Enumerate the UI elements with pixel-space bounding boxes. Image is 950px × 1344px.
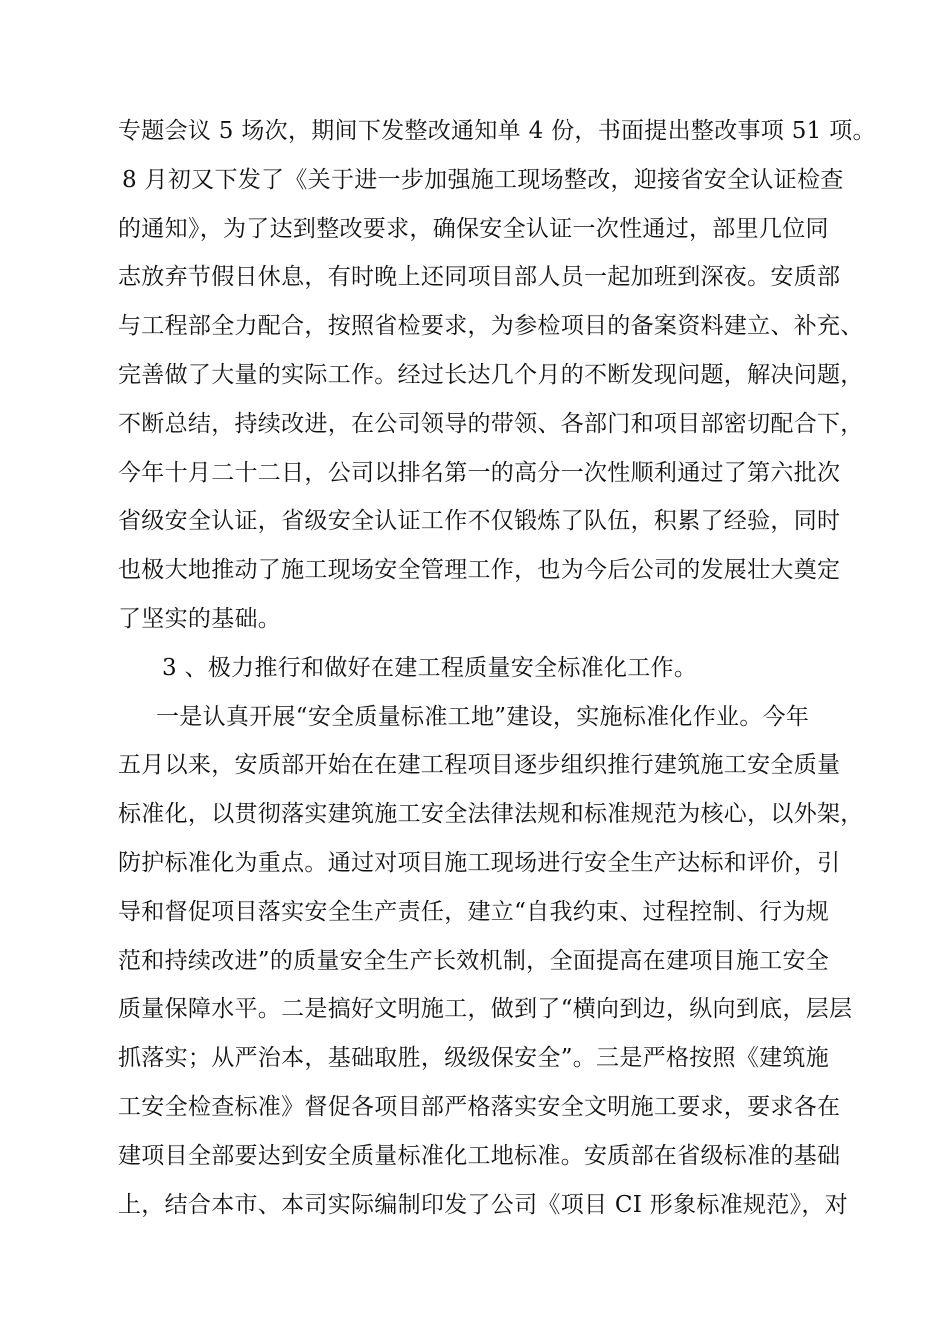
body-line: 志放弃节假日休息，有时晚上还同项目部人员一起加班到深夜。安质部: [118, 264, 841, 291]
body-line: 不断总结，持续改进，在公司领导的带领、各部门和项目部密切配合下，: [118, 410, 864, 437]
body-line: 建项目全部要达到安全质量标准化工地标准。安质部在省级标准的基础: [118, 1142, 841, 1169]
body-line: 质量保障水平。二是搞好文明施工，做到了“横向到边，纵向到底，层层: [118, 996, 853, 1023]
body-line: 今年十月二十二日，公司以排名第一的高分一次性顺利通过了第六批次: [118, 459, 841, 486]
document-body: [118, 107, 876, 1229]
body-line: 抓落实；从严治本，基础取胜，级级保安全”。三是严格按照《建筑施: [118, 1045, 830, 1072]
body-line: 上，结合本市、本司实际编制印发了公司《项目 CI 形象标准规范》，对: [118, 1191, 849, 1218]
body-line: 省级安全认证，省级安全认证工作不仅锻炼了队伍，积累了经验，同时: [118, 508, 841, 535]
body-line: 了坚实的基础。: [118, 605, 282, 632]
body-line: 标准化，以贯彻落实建筑施工安全法律法规和标准规范为核心，以外架，: [118, 801, 864, 828]
body-line: 完善做了大量的实际工作。经过长达几个月的不断发现问题，解决问题，: [118, 361, 864, 388]
body-line: 与工程部全力配合，按照省检要求，为参检项目的备案资料建立、补充、: [118, 313, 864, 340]
body-line: 范和持续改进”的质量安全生产长效机制，全面提高在建项目施工安全: [118, 947, 830, 974]
body-line: 也极大地推动了施工现场安全管理工作，也为今后公司的发展壮大奠定: [118, 557, 841, 584]
body-line: 工安全检查标准》督促各项目部严格落实安全文明施工要求，要求各在: [118, 1093, 841, 1120]
body-line: 8 月初又下发了《关于进一步加强施工现场整改，迎接省安全认证检查: [122, 166, 844, 193]
body-line: 一是认真开展“安全质量标准工地”建设，实施标准化作业。今年: [156, 703, 810, 730]
body-line: 防护标准化为重点。通过对项目施工现场进行安全生产达标和评价，引: [118, 849, 841, 876]
section-heading: 3 、极力推行和做好在建工程质量安全标准化工作。: [162, 654, 698, 681]
body-line: 专题会议 5 场次，期间下发整改通知单 4 份，书面提出整改事项 51 项。: [118, 118, 876, 144]
body-line: 五月以来，安质部开始在在建工程项目逐步组织推行建筑施工安全质量: [118, 752, 841, 779]
body-line: 的通知》，为了达到整改要求，确保安全认证一次性通过，部里几位同: [118, 215, 829, 242]
body-line: 导和督促项目落实安全生产责任，建立“自我约束、过程控制、行为规: [118, 898, 830, 925]
